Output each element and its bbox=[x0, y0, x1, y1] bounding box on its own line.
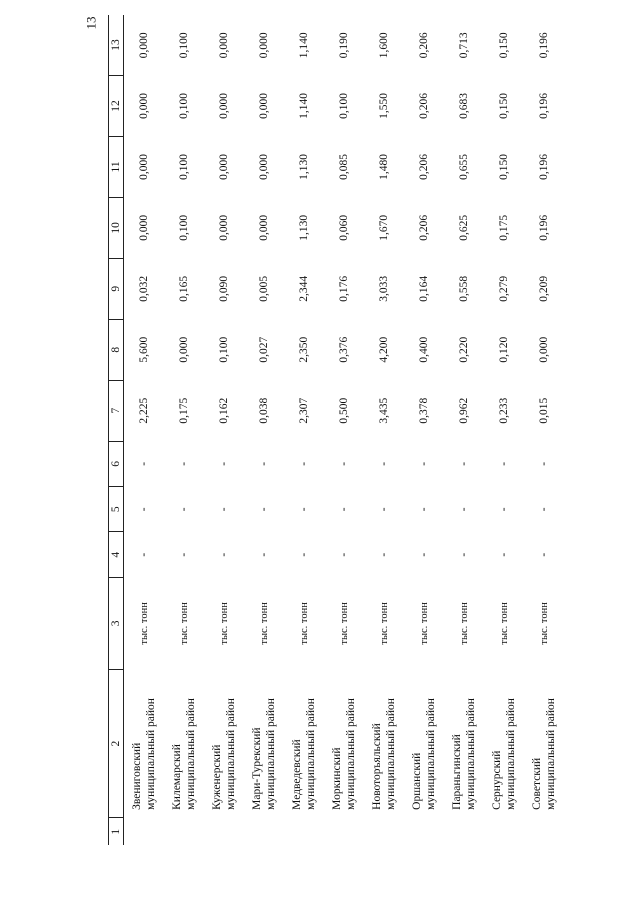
header-cell-9: 9 bbox=[109, 258, 124, 319]
dash-cell-c5: - bbox=[258, 507, 271, 512]
value-cell-c9: 0,165 bbox=[178, 275, 191, 302]
table-row bbox=[524, 15, 564, 845]
value-cell-c7: 0,162 bbox=[218, 397, 231, 424]
dash-cell-c5: - bbox=[138, 507, 151, 512]
unit-cell: тыс. тонн bbox=[138, 602, 150, 645]
dash-cell-c4: - bbox=[338, 552, 351, 557]
dash-cell-c6: - bbox=[298, 461, 311, 466]
region-type: муниципальный район bbox=[345, 698, 358, 810]
region-type: муниципальный район bbox=[145, 698, 158, 810]
dash-cell-c6: - bbox=[218, 461, 231, 466]
region-type: муниципальный район bbox=[465, 698, 478, 810]
region-type: муниципальный район bbox=[505, 698, 518, 810]
dash-cell-c4: - bbox=[378, 552, 391, 557]
header-cell-10: 10 bbox=[109, 197, 124, 258]
value-cell-c12: 0,000 bbox=[138, 93, 151, 119]
value-cell-c8: 0,000 bbox=[538, 336, 551, 363]
dash-cell-c6: - bbox=[538, 461, 551, 466]
unit-cell: тыс. тонн bbox=[338, 602, 350, 645]
dash-cell-c6: - bbox=[138, 461, 151, 466]
value-cell-c11: 0,000 bbox=[138, 153, 151, 180]
dash-cell-c4: - bbox=[498, 552, 511, 557]
value-cell-c13: 0,150 bbox=[498, 32, 511, 59]
dash-cell-c4: - bbox=[178, 552, 191, 557]
value-cell-c12: 1,140 bbox=[298, 93, 311, 119]
row-index-cell bbox=[524, 818, 564, 845]
region-cell bbox=[284, 669, 324, 817]
value-cell-c12: 0,100 bbox=[338, 93, 351, 119]
region-cell bbox=[244, 669, 284, 817]
dash-cell-c5: - bbox=[458, 507, 471, 512]
dash-cell-c6: - bbox=[338, 461, 351, 466]
value-cell-c11: 0,196 bbox=[538, 153, 551, 180]
dash-cell-c5: - bbox=[338, 507, 351, 512]
value-cell-c13: 0,000 bbox=[138, 32, 151, 59]
dash-cell-c5: - bbox=[418, 507, 431, 512]
region-name: Оршанский bbox=[411, 752, 423, 810]
header-cell-11: 11 bbox=[109, 136, 124, 197]
dash-cell-c4: - bbox=[458, 552, 471, 557]
value-cell-c7: 0,233 bbox=[498, 397, 511, 424]
dash-cell-c4: - bbox=[138, 552, 151, 557]
table-row bbox=[284, 15, 324, 845]
region-name: Новоторъяльский bbox=[371, 723, 383, 810]
value-cell-c9: 3,033 bbox=[378, 275, 391, 302]
region-type: муниципальный район bbox=[265, 698, 278, 810]
region-type: муниципальный район bbox=[305, 698, 318, 810]
unit-cell: тыс. тонн bbox=[498, 602, 510, 645]
value-cell-c9: 2,344 bbox=[298, 275, 311, 302]
row-index-cell bbox=[444, 818, 484, 845]
row-index-cell bbox=[284, 818, 324, 845]
region-type: муниципальный район bbox=[385, 698, 398, 810]
value-cell-c10: 1,670 bbox=[378, 214, 391, 241]
value-cell-c8: 0,100 bbox=[218, 336, 231, 363]
value-cell-c8: 5,600 bbox=[138, 336, 151, 363]
value-cell-c11: 0,655 bbox=[458, 153, 471, 180]
value-cell-c13: 0,713 bbox=[458, 32, 471, 59]
table-row bbox=[324, 15, 364, 845]
page-number-text: 13 bbox=[83, 16, 98, 30]
region-cell bbox=[404, 669, 444, 817]
value-cell-c11: 0,085 bbox=[338, 153, 351, 180]
value-cell-c11: 0,000 bbox=[218, 153, 231, 180]
value-cell-c8: 0,027 bbox=[258, 336, 271, 363]
dash-cell-c5: - bbox=[218, 507, 231, 512]
unit-cell: тыс. тонн bbox=[458, 602, 470, 645]
dash-cell-c6: - bbox=[378, 461, 391, 466]
value-cell-c13: 0,190 bbox=[338, 32, 351, 59]
data-table bbox=[108, 15, 564, 845]
unit-cell: тыс. тонн bbox=[418, 602, 430, 645]
region-cell bbox=[364, 669, 404, 817]
value-cell-c10: 0,000 bbox=[258, 214, 271, 241]
table-row bbox=[444, 15, 484, 845]
value-cell-c7: 3,435 bbox=[378, 397, 391, 424]
row-index-cell bbox=[164, 818, 204, 845]
header-cell-8: 8 bbox=[109, 319, 124, 380]
region-cell bbox=[164, 669, 204, 817]
value-cell-c9: 0,164 bbox=[418, 275, 431, 302]
value-cell-c10: 0,206 bbox=[418, 214, 431, 241]
value-cell-c8: 0,120 bbox=[498, 336, 511, 363]
dash-cell-c4: - bbox=[218, 552, 231, 557]
region-type: муниципальный район bbox=[425, 698, 438, 810]
value-cell-c13: 1,140 bbox=[298, 32, 311, 59]
dash-cell-c5: - bbox=[498, 507, 511, 512]
region-type: муниципальный район bbox=[185, 698, 198, 810]
value-cell-c10: 0,625 bbox=[458, 214, 471, 241]
value-cell-c9: 0,176 bbox=[338, 275, 351, 302]
table-row bbox=[364, 15, 404, 845]
value-cell-c7: 0,378 bbox=[418, 397, 431, 424]
value-cell-c9: 0,090 bbox=[218, 275, 231, 302]
region-cell bbox=[204, 669, 244, 817]
value-cell-c10: 0,060 bbox=[338, 214, 351, 241]
rotated-table-container bbox=[108, 15, 558, 845]
value-cell-c12: 0,100 bbox=[178, 93, 191, 119]
table-row bbox=[164, 15, 204, 845]
dash-cell-c4: - bbox=[538, 552, 551, 557]
value-cell-c7: 2,307 bbox=[298, 397, 311, 424]
region-type: муниципальный район bbox=[545, 698, 558, 810]
table-row bbox=[244, 15, 284, 845]
dash-cell-c6: - bbox=[498, 461, 511, 466]
value-cell-c12: 0,000 bbox=[258, 93, 271, 119]
header-cell-7: 7 bbox=[109, 380, 124, 441]
table-row bbox=[124, 15, 165, 845]
unit-cell: тыс. тонн bbox=[258, 602, 270, 645]
region-name: Мари-Турекский bbox=[251, 727, 263, 810]
value-cell-c11: 0,000 bbox=[258, 153, 271, 180]
dash-cell-c4: - bbox=[298, 552, 311, 557]
row-index-cell bbox=[484, 818, 524, 845]
value-cell-c10: 1,130 bbox=[298, 214, 311, 241]
value-cell-c13: 0,000 bbox=[258, 32, 271, 59]
dash-cell-c6: - bbox=[178, 461, 191, 466]
value-cell-c11: 1,480 bbox=[378, 153, 391, 180]
unit-cell: тыс. тонн bbox=[538, 602, 550, 645]
value-cell-c7: 0,500 bbox=[338, 397, 351, 424]
row-index-cell bbox=[204, 818, 244, 845]
dash-cell-c6: - bbox=[418, 461, 431, 466]
value-cell-c12: 0,000 bbox=[218, 93, 231, 119]
dash-cell-c5: - bbox=[538, 507, 551, 512]
value-cell-c13: 0,100 bbox=[178, 32, 191, 59]
value-cell-c13: 0,196 bbox=[538, 32, 551, 59]
value-cell-c10: 0,175 bbox=[498, 214, 511, 241]
value-cell-c8: 0,376 bbox=[338, 336, 351, 363]
value-cell-c12: 0,683 bbox=[458, 93, 471, 119]
value-cell-c13: 1,600 bbox=[378, 32, 391, 59]
value-cell-c9: 0,279 bbox=[498, 275, 511, 302]
table-row bbox=[484, 15, 524, 845]
region-cell bbox=[124, 669, 165, 817]
row-index-cell bbox=[124, 818, 165, 845]
row-index-cell bbox=[364, 818, 404, 845]
header-cell-13: 13 bbox=[109, 15, 124, 76]
region-cell bbox=[524, 669, 564, 817]
value-cell-c10: 0,000 bbox=[138, 214, 151, 241]
value-cell-c11: 0,150 bbox=[498, 153, 511, 180]
header-cell-4: 4 bbox=[109, 532, 124, 577]
value-cell-c11: 0,100 bbox=[178, 153, 191, 180]
page-number bbox=[76, 8, 106, 38]
value-cell-c8: 0,220 bbox=[458, 336, 471, 363]
header-cell-3: 3 bbox=[109, 577, 124, 669]
region-cell bbox=[324, 669, 364, 817]
dash-cell-c5: - bbox=[298, 507, 311, 512]
value-cell-c10: 0,000 bbox=[218, 214, 231, 241]
header-cell-1: 1 bbox=[109, 818, 124, 845]
value-cell-c7: 0,015 bbox=[538, 397, 551, 424]
dash-cell-c5: - bbox=[178, 507, 191, 512]
unit-cell: тыс. тонн bbox=[218, 602, 230, 645]
region-name: Моркинский bbox=[331, 747, 343, 810]
region-name: Звениговский bbox=[131, 742, 143, 810]
value-cell-c9: 0,209 bbox=[538, 275, 551, 302]
region-name: Куженерский bbox=[211, 744, 223, 810]
table-row bbox=[204, 15, 244, 845]
value-cell-c11: 0,206 bbox=[418, 153, 431, 180]
value-cell-c13: 0,206 bbox=[418, 32, 431, 59]
region-type: муниципальный район bbox=[225, 698, 238, 810]
row-index-cell bbox=[324, 818, 364, 845]
value-cell-c9: 0,005 bbox=[258, 275, 271, 302]
value-cell-c11: 1,130 bbox=[298, 153, 311, 180]
value-cell-c8: 0,400 bbox=[418, 336, 431, 363]
value-cell-c12: 0,196 bbox=[538, 93, 551, 119]
unit-cell: тыс. тонн bbox=[298, 602, 310, 645]
row-index-cell bbox=[244, 818, 284, 845]
header-cell-12: 12 bbox=[109, 76, 124, 137]
value-cell-c9: 0,032 bbox=[138, 275, 151, 302]
table-row bbox=[404, 15, 444, 845]
value-cell-c13: 0,000 bbox=[218, 32, 231, 59]
region-cell bbox=[444, 669, 484, 817]
dash-cell-c6: - bbox=[458, 461, 471, 466]
value-cell-c8: 2,350 bbox=[298, 336, 311, 363]
region-name: Сернурский bbox=[491, 750, 503, 810]
value-cell-c7: 2,225 bbox=[138, 397, 151, 424]
value-cell-c8: 0,000 bbox=[178, 336, 191, 363]
region-name: Килемарский bbox=[171, 744, 183, 810]
header-row bbox=[109, 15, 124, 845]
value-cell-c10: 0,100 bbox=[178, 214, 191, 241]
region-name: Советский bbox=[531, 757, 543, 810]
value-cell-c7: 0,962 bbox=[458, 397, 471, 424]
unit-cell: тыс. тонн bbox=[178, 602, 190, 645]
value-cell-c7: 0,038 bbox=[258, 397, 271, 424]
dash-cell-c5: - bbox=[378, 507, 391, 512]
row-index-cell bbox=[404, 818, 444, 845]
header-cell-6: 6 bbox=[109, 441, 124, 486]
header-cell-2: 2 bbox=[109, 669, 124, 817]
value-cell-c9: 0,558 bbox=[458, 275, 471, 302]
unit-cell: тыс. тонн bbox=[378, 602, 390, 645]
value-cell-c10: 0,196 bbox=[538, 214, 551, 241]
region-cell bbox=[484, 669, 524, 817]
value-cell-c12: 0,206 bbox=[418, 93, 431, 119]
region-name: Медведевский bbox=[291, 739, 303, 810]
value-cell-c7: 0,175 bbox=[178, 397, 191, 424]
value-cell-c12: 1,550 bbox=[378, 93, 391, 119]
dash-cell-c4: - bbox=[258, 552, 271, 557]
region-name: Параньгинский bbox=[451, 734, 463, 810]
table-body bbox=[124, 15, 565, 845]
value-cell-c12: 0,150 bbox=[498, 93, 511, 119]
dash-cell-c6: - bbox=[258, 461, 271, 466]
header-cell-5: 5 bbox=[109, 487, 124, 532]
value-cell-c8: 4,200 bbox=[378, 336, 391, 363]
dash-cell-c4: - bbox=[418, 552, 431, 557]
